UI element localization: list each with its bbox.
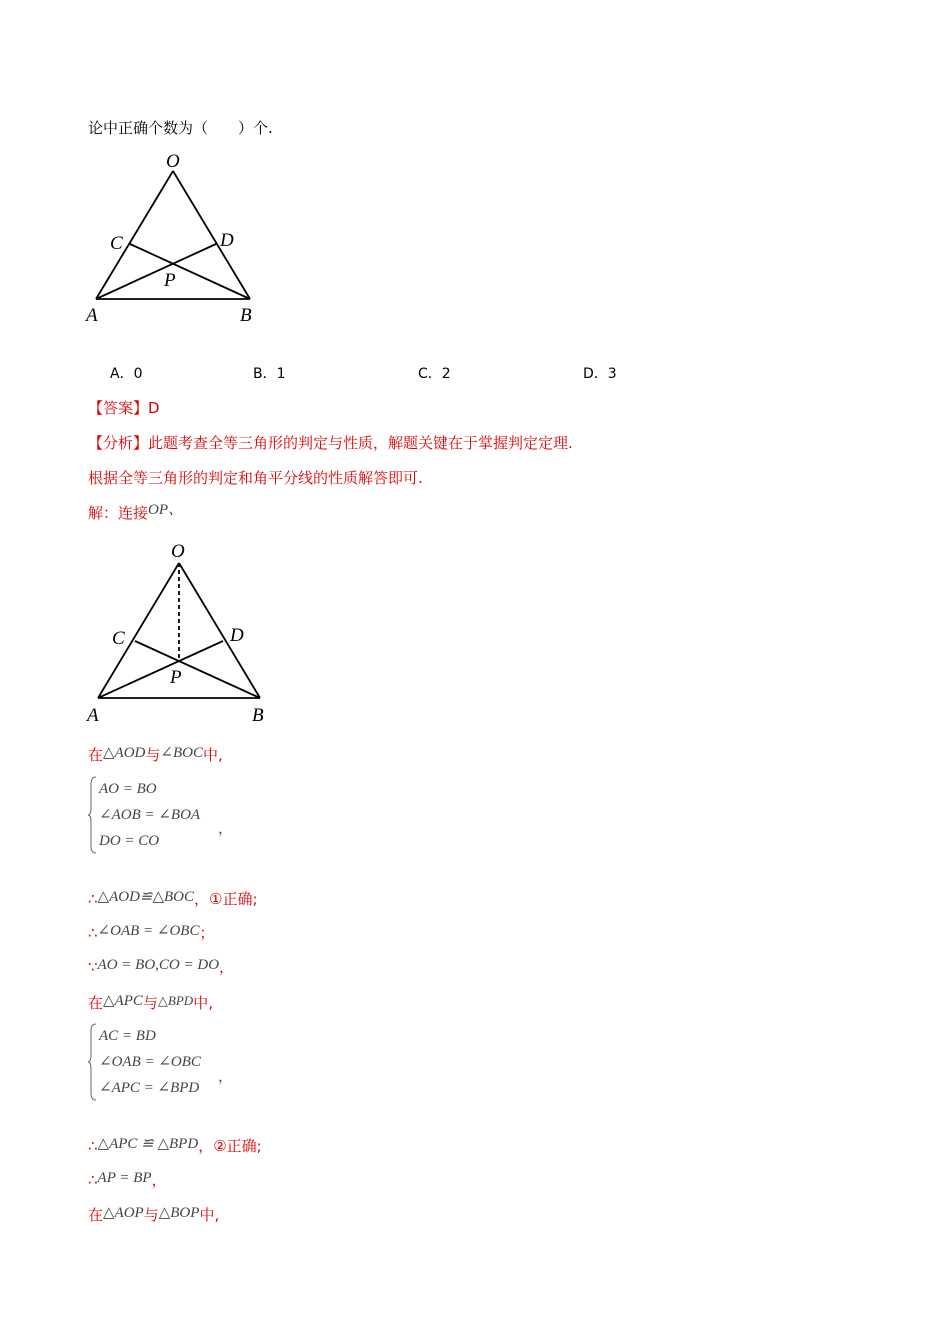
option-a[interactable]: A．0 — [110, 366, 143, 382]
label-O: O — [171, 541, 185, 562]
because-symbol: ∵ — [88, 958, 98, 976]
segment-BC — [130, 244, 250, 299]
step-2-math: △AOD≌△BOC — [97, 889, 195, 905]
step-7 — [88, 1170, 167, 1191]
label-O: O — [166, 151, 180, 172]
option-c[interactable]: C．2 — [418, 366, 451, 382]
step-3 — [88, 923, 214, 944]
step-1-tri1: △AOD — [103, 745, 146, 761]
step-8 — [88, 1205, 219, 1226]
step-4-post: ， — [219, 958, 235, 976]
label-D: D — [230, 625, 244, 646]
step-6 — [88, 1136, 262, 1157]
triangle-figure-2 — [80, 538, 280, 728]
segment-BC — [135, 641, 260, 698]
system-2-row: ∠APC = ∠BPD — [99, 1080, 200, 1096]
label-B: B — [240, 305, 252, 326]
label-C: C — [112, 628, 125, 649]
step-5-post: 中, — [193, 994, 213, 1012]
answer-value: D — [148, 399, 160, 417]
step-6-post: ，②正确; — [198, 1137, 262, 1155]
analysis-line-1 — [88, 433, 573, 453]
step-8-tri2: △BOP — [158, 1205, 200, 1221]
step-6-math: △APC ≌ △BPD — [97, 1136, 199, 1152]
option-d[interactable]: D．3 — [583, 366, 617, 382]
left-brace-1 — [88, 776, 98, 854]
step-5-pre: 在 — [88, 994, 104, 1012]
solution-math: OP、 — [148, 502, 184, 518]
therefore-symbol: ∴ — [88, 890, 98, 908]
step-3-math: ∠OAB = ∠OBC — [97, 923, 200, 939]
step-5 — [88, 993, 213, 1014]
step-8-tri1: △AOP — [103, 1205, 144, 1221]
answer-tag: 【答案】 — [88, 399, 149, 417]
left-brace-2 — [88, 1023, 98, 1101]
system-2-row: AC = BD — [99, 1028, 156, 1044]
step-5-mid: 与 — [142, 994, 158, 1012]
system-1-row: AO = BO — [99, 781, 157, 797]
edge-OA — [98, 563, 179, 698]
edge-OB — [173, 171, 250, 299]
label-A: A — [86, 305, 98, 326]
step-2-post: ，①正确; — [194, 890, 258, 908]
step-4-math: AO = BO,CO = DO — [97, 957, 220, 973]
step-7-post: ， — [151, 1171, 167, 1189]
system-1-row: DO = CO — [99, 833, 160, 849]
step-5-tri1: △APC — [103, 993, 143, 1009]
step-1 — [88, 745, 223, 766]
step-4 — [88, 957, 234, 978]
step-5-tri2: △BPD — [157, 993, 194, 1008]
step-2 — [88, 889, 258, 910]
option-b[interactable]: B．1 — [253, 366, 286, 382]
system-2-tail: ， — [218, 1067, 234, 1085]
system-1-row: ∠AOB = ∠BOA — [99, 807, 201, 823]
answer-line — [88, 398, 160, 418]
analysis-text-1: 此题考查全等三角形的判定与性质，解题关键在于掌握判定定理. — [148, 434, 573, 452]
equation-system-1 — [99, 776, 200, 854]
label-A: A — [87, 705, 99, 726]
label-C: C — [110, 233, 123, 254]
analysis-line-2: 根据全等三角形的判定和角平分线的性质解答即可. — [88, 469, 423, 487]
edge-OB — [179, 563, 260, 698]
label-D: D — [220, 230, 234, 251]
segment-AD — [98, 641, 223, 698]
step-7-math: AP = BP — [97, 1170, 152, 1186]
step-1-mid: 与 — [145, 746, 161, 764]
step-8-mid: 与 — [143, 1206, 159, 1224]
label-P: P — [164, 270, 176, 291]
step-1-tri2: ∠BOC — [160, 745, 203, 761]
edge-OA — [96, 171, 173, 299]
step-1-pre: 在 — [88, 746, 104, 764]
analysis-tag: 【分析】 — [88, 434, 149, 452]
question-text: 论中正确个数为（ ）个. — [88, 119, 273, 137]
step-8-pre: 在 — [88, 1206, 104, 1224]
therefore-symbol: ∴ — [88, 1171, 98, 1189]
label-P: P — [170, 667, 182, 688]
step-1-post: 中, — [202, 746, 223, 764]
step-8-post: 中, — [199, 1206, 220, 1224]
label-B: B — [252, 705, 264, 726]
equation-system-2 — [99, 1023, 201, 1101]
step-3-post: ； — [199, 924, 215, 942]
solution-intro — [88, 503, 183, 524]
solution-prefix: 解：连接 — [88, 504, 149, 522]
system-2-row: ∠OAB = ∠OBC — [99, 1054, 201, 1070]
system-1-tail: ， — [218, 819, 234, 837]
therefore-symbol: ∴ — [88, 924, 98, 942]
triangle-figure-1 — [80, 148, 280, 328]
therefore-symbol: ∴ — [88, 1137, 98, 1155]
